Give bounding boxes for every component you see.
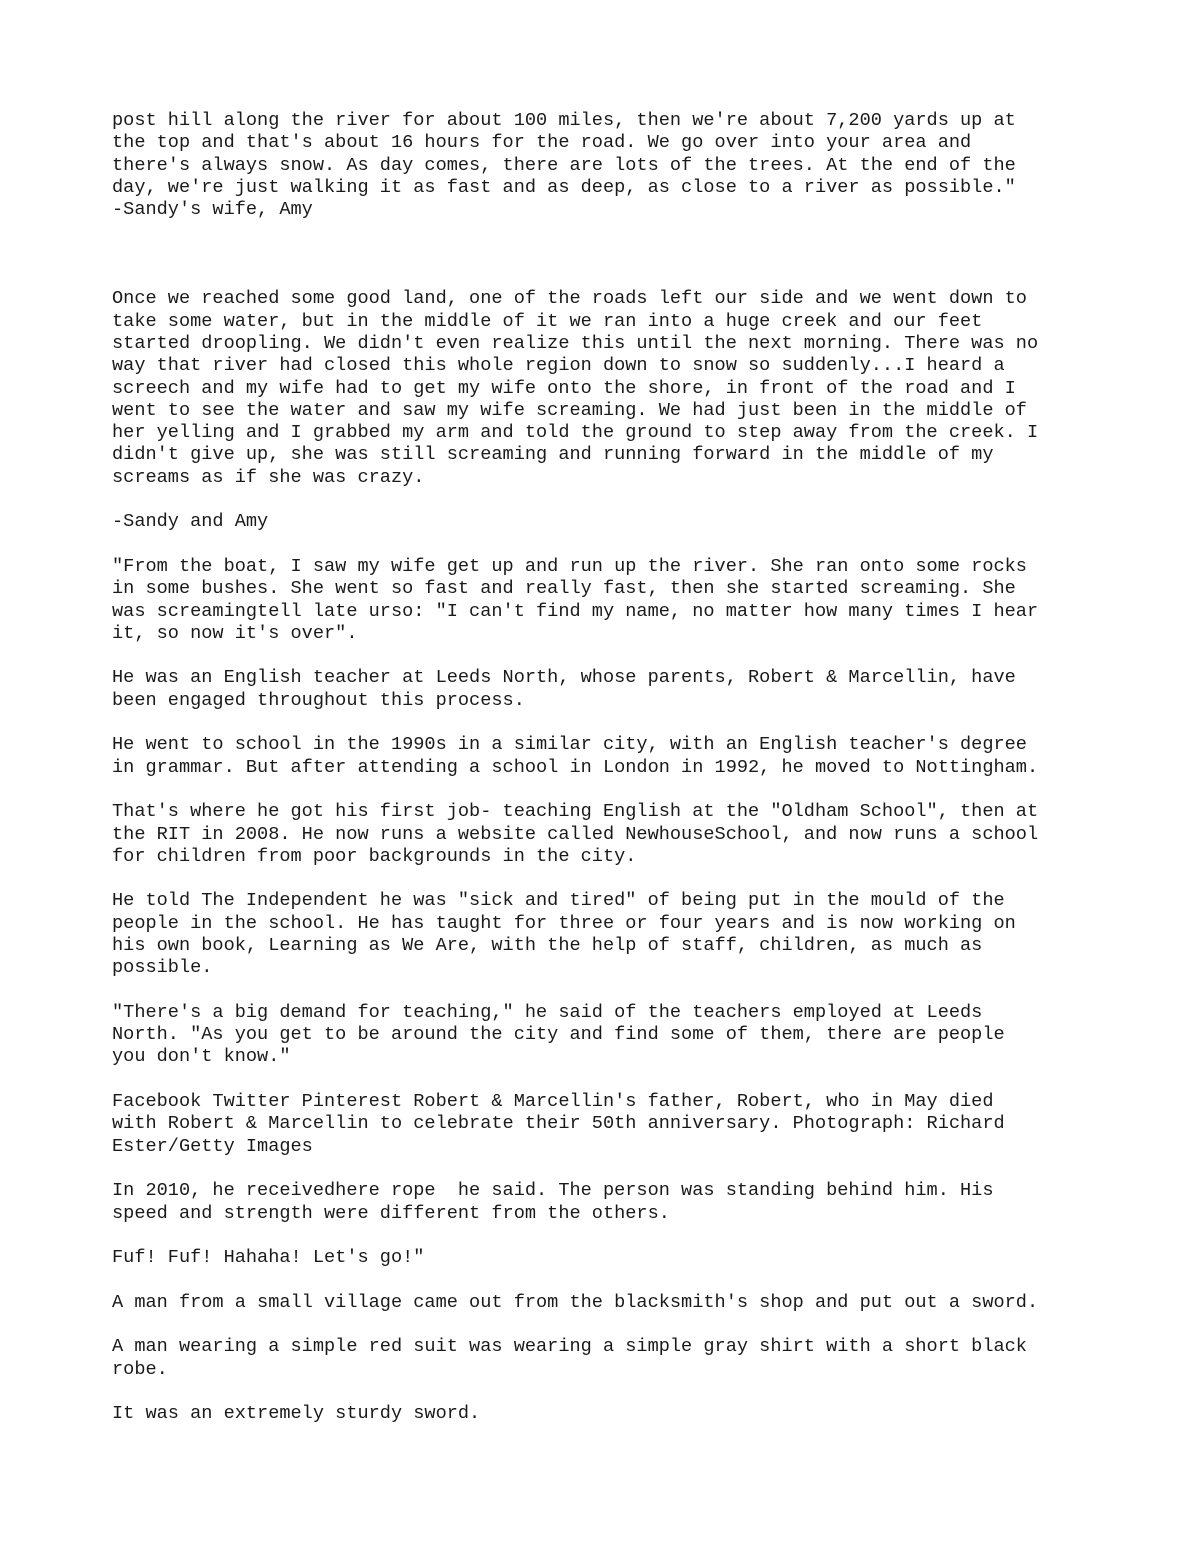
paragraph-13 (112, 1292, 1102, 1314)
paragraph-5 (112, 667, 1102, 712)
line: it, so now it's over". (112, 622, 358, 644)
line: for children from poor backgrounds in the city. (112, 845, 637, 867)
line: "There's a big demand for teaching," he said of the teachers employed at Leeds (112, 1001, 983, 1023)
paragraph-3 (112, 511, 1102, 533)
line: day, we're just walking it as fast and as deep, as close to a river as possible." (112, 176, 1016, 198)
line: He told The Independent he was "sick and tired" of being put in the mould of the (112, 890, 1005, 912)
line: post hill along the river for about 100 miles, then we're about 7,200 yards up at (112, 110, 1016, 131)
line: It was an extremely sturdy sword. (112, 1403, 481, 1425)
paragraph-14 (112, 1336, 1102, 1381)
line: A man from a small village came out from the blacksmith's shop and put out a sword. (112, 1291, 1039, 1313)
line: robe. (112, 1358, 168, 1380)
line: way that river had closed this whole region down to snow so suddenly...I heard a (112, 355, 1005, 377)
line: Facebook Twitter Pinterest Robert & Marcellin's father, Robert, who in May died (112, 1091, 994, 1113)
paragraph-9 (112, 1002, 1102, 1069)
paragraph-11 (112, 1180, 1102, 1225)
paragraph-6 (112, 734, 1102, 779)
paragraph-7 (112, 801, 1102, 868)
document-page (112, 110, 1102, 1448)
line: in some bushes. She went so fast and really fast, then she started screaming. She (112, 578, 1016, 600)
line: screech and my wife had to get my wife onto the shore, in front of the road and I (112, 377, 1016, 399)
line: didn't give up, she was still screaming and running forward in the middle of my (112, 444, 994, 466)
line: his own book, Learning as We Are, with the help of staff, children, as much as (112, 934, 983, 956)
line: people in the school. He has taught for three or four years and is now working on (112, 912, 1016, 934)
line: been engaged throughout this process. (112, 689, 525, 711)
line: North. "As you get to be around the city and find some of them, there are people (112, 1024, 1005, 1046)
paragraph-10 (112, 1091, 1102, 1158)
line: Once we reached some good land, one of the roads left our side and we went down to (112, 288, 1027, 310)
line: went to see the water and saw my wife screaming. We had just been in the middle of (112, 399, 1027, 421)
line: the top and that's about 16 hours for the road. We go over into your area and (112, 132, 972, 154)
line: Fuf! Fuf! Hahaha! Let's go!" (112, 1247, 425, 1269)
line: with Robert & Marcellin to celebrate their 50th anniversary. Photograph: Richard (112, 1113, 1005, 1135)
line: -Sandy and Amy (112, 511, 269, 533)
line: you don't know." (112, 1046, 291, 1068)
line: A man wearing a simple red suit was wearing a simple gray shirt with a short black (112, 1336, 1027, 1358)
line: He was an English teacher at Leeds North, whose parents, Robert & Marcellin, have (112, 667, 1016, 689)
line: speed and strength were different from the others. (112, 1202, 670, 1224)
line: That's where he got his first job- teaching English at the "Oldham School", then at (112, 801, 1039, 823)
line: possible. (112, 957, 213, 979)
line: her yelling and I grabbed my arm and told the ground to step away from the creek. I (112, 422, 1039, 444)
line: -Sandy's wife, Amy (112, 199, 313, 221)
line: Ester/Getty Images (112, 1135, 313, 1157)
paragraph-2 (112, 288, 1102, 489)
line: "From the boat, I saw my wife get up and run up the river. She ran onto some rocks (112, 555, 1027, 577)
paragraph-15 (112, 1403, 1102, 1425)
paragraph-8 (112, 890, 1102, 979)
line: the RIT in 2008. He now runs a website called NewhouseSchool, and now runs a school (112, 823, 1039, 845)
paragraph-12 (112, 1247, 1102, 1269)
line: was screamingtell late urso: "I can't find my name, no matter how many times I hear (112, 600, 1039, 622)
line: He went to school in the 1990s in a similar city, with an English teacher's degree (112, 734, 1027, 756)
line: In 2010, he receivedhere rope he said. The person was standing behind him. His (112, 1180, 994, 1202)
paragraph-1 (112, 110, 1102, 221)
line: there's always snow. As day comes, there are lots of the trees. At the end of the (112, 154, 1016, 176)
line: started droopling. We didn't even realize this until the next morning. There was no (112, 332, 1039, 354)
line: take some water, but in the middle of it we ran into a huge creek and our feet (112, 310, 983, 332)
line: in grammar. But after attending a school in London in 1992, he moved to Nottingham. (112, 756, 1039, 778)
paragraph-4 (112, 556, 1102, 645)
line: screams as if she was crazy. (112, 466, 425, 488)
